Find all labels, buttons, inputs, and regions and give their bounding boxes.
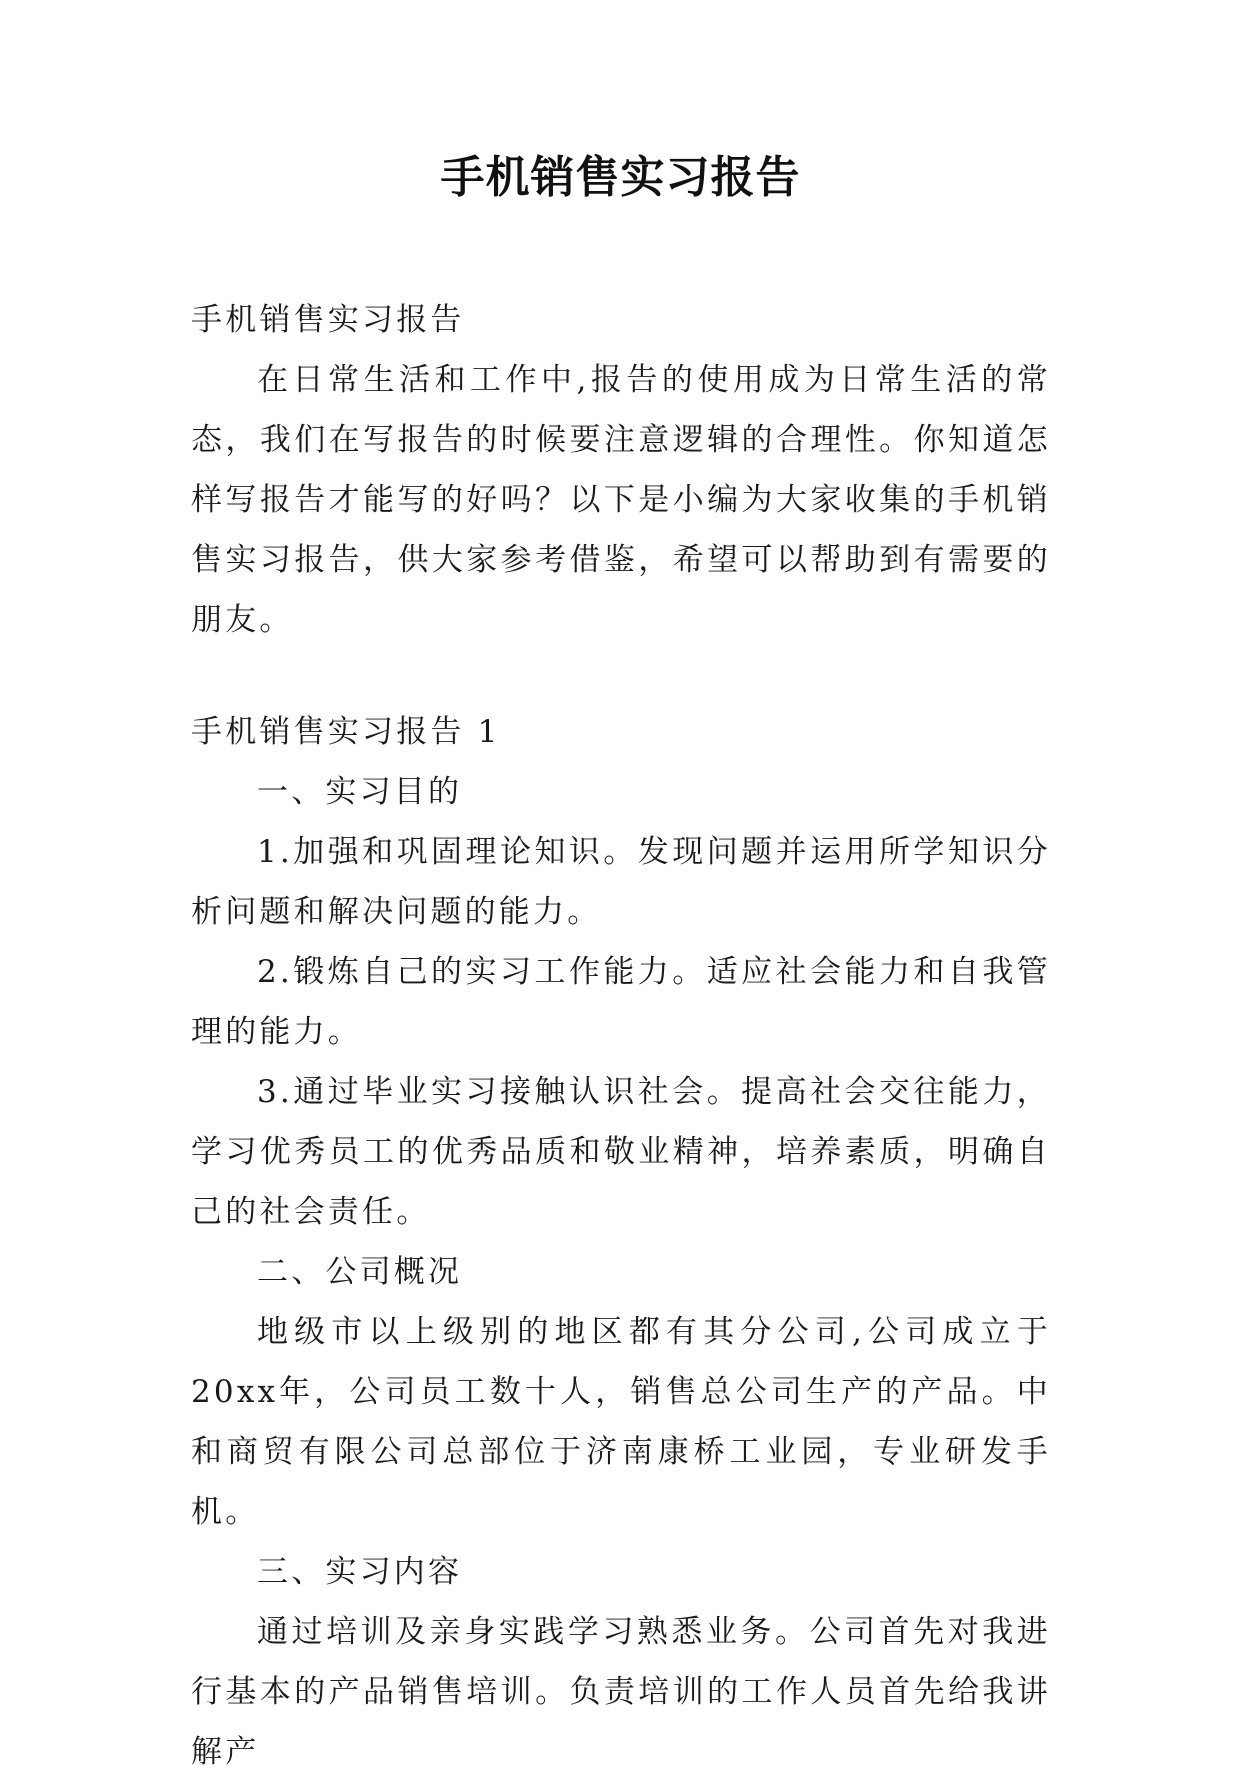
purpose-item-2: 2.锻炼自己的实习工作能力。适应社会能力和自我管理的能力。: [191, 954, 1051, 1050]
company-paragraph: 地级市以上级别的地区都有其分公司,公司成立于 20xx年，公司员工数十人，销售总公司生产的产品。中和商贸有限公司总部位于济南康桥工业园，专业研发手机。: [191, 1314, 1051, 1530]
content-paragraph: 通过培训及亲身实践学习熟悉业务。公司首先对我进行基本的产品销售培训。负责培训的工作人员首先给我讲解产: [191, 1614, 1051, 1770]
report-1-heading: 手机销售实习报告 1: [191, 714, 501, 750]
section-heading-content: 三、实习内容: [257, 1554, 463, 1590]
purpose-item-1: 1.加强和巩固理论知识。发现问题并运用所学知识分析问题和解决问题的能力。: [191, 834, 1051, 930]
document-body: [191, 290, 1051, 1782]
intro-paragraph: 在日常生活和工作中,报告的使用成为日常生活的常态，我们在写报告的时候要注意逻辑的合理性。你知道怎样写报告才能写的好吗？以下是小编为大家收集的手机销售实习报告，供大家参考借鉴，希望可以帮助到有需要的朋友。: [191, 362, 1051, 638]
section-heading-company: 二、公司概况: [257, 1254, 463, 1290]
section-heading-purpose: 一、实习目的: [257, 774, 463, 810]
purpose-item-3: 3.通过毕业实习接触认识社会。提高社会交往能力，学习优秀员工的优秀品质和敬业精神，培养素质，明确自己的社会责任。: [191, 1074, 1051, 1230]
section-gap: [191, 650, 1051, 702]
document-title: 手机销售实习报告: [440, 152, 801, 203]
intro-heading: 手机销售实习报告: [191, 302, 465, 338]
